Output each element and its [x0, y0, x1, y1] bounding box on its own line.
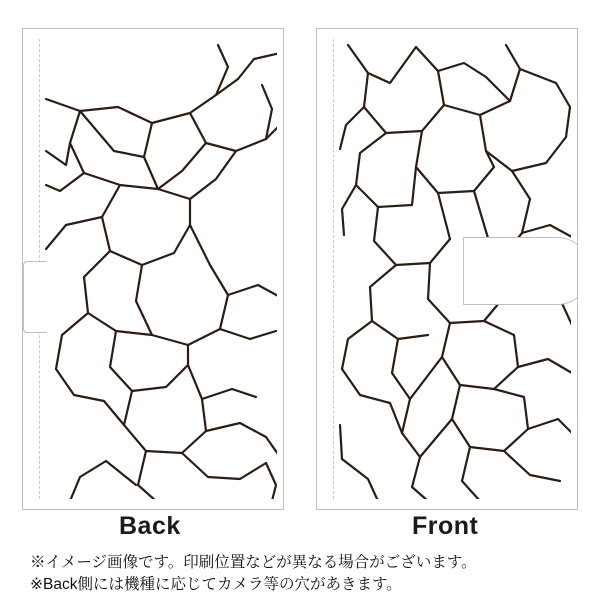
case-closure-strap: [463, 237, 578, 305]
phone-case-front: [316, 28, 578, 510]
cracked-lines-pattern-back: [40, 39, 277, 499]
note-line-1: ※イメージ画像です。印刷位置などが異なる場合がございます。: [30, 554, 477, 571]
caption-back: Back: [119, 512, 181, 540]
caption-front: Front: [412, 512, 479, 540]
disclaimer-notes: [30, 552, 590, 596]
note-line-2: ※Back側には機種に応じてカメラ等の穴があきます。: [30, 576, 402, 593]
case-spine-flap: [23, 261, 47, 333]
panel-captions: [0, 512, 600, 550]
phone-case-back: [22, 28, 284, 510]
back-pattern-panel: [39, 39, 277, 499]
